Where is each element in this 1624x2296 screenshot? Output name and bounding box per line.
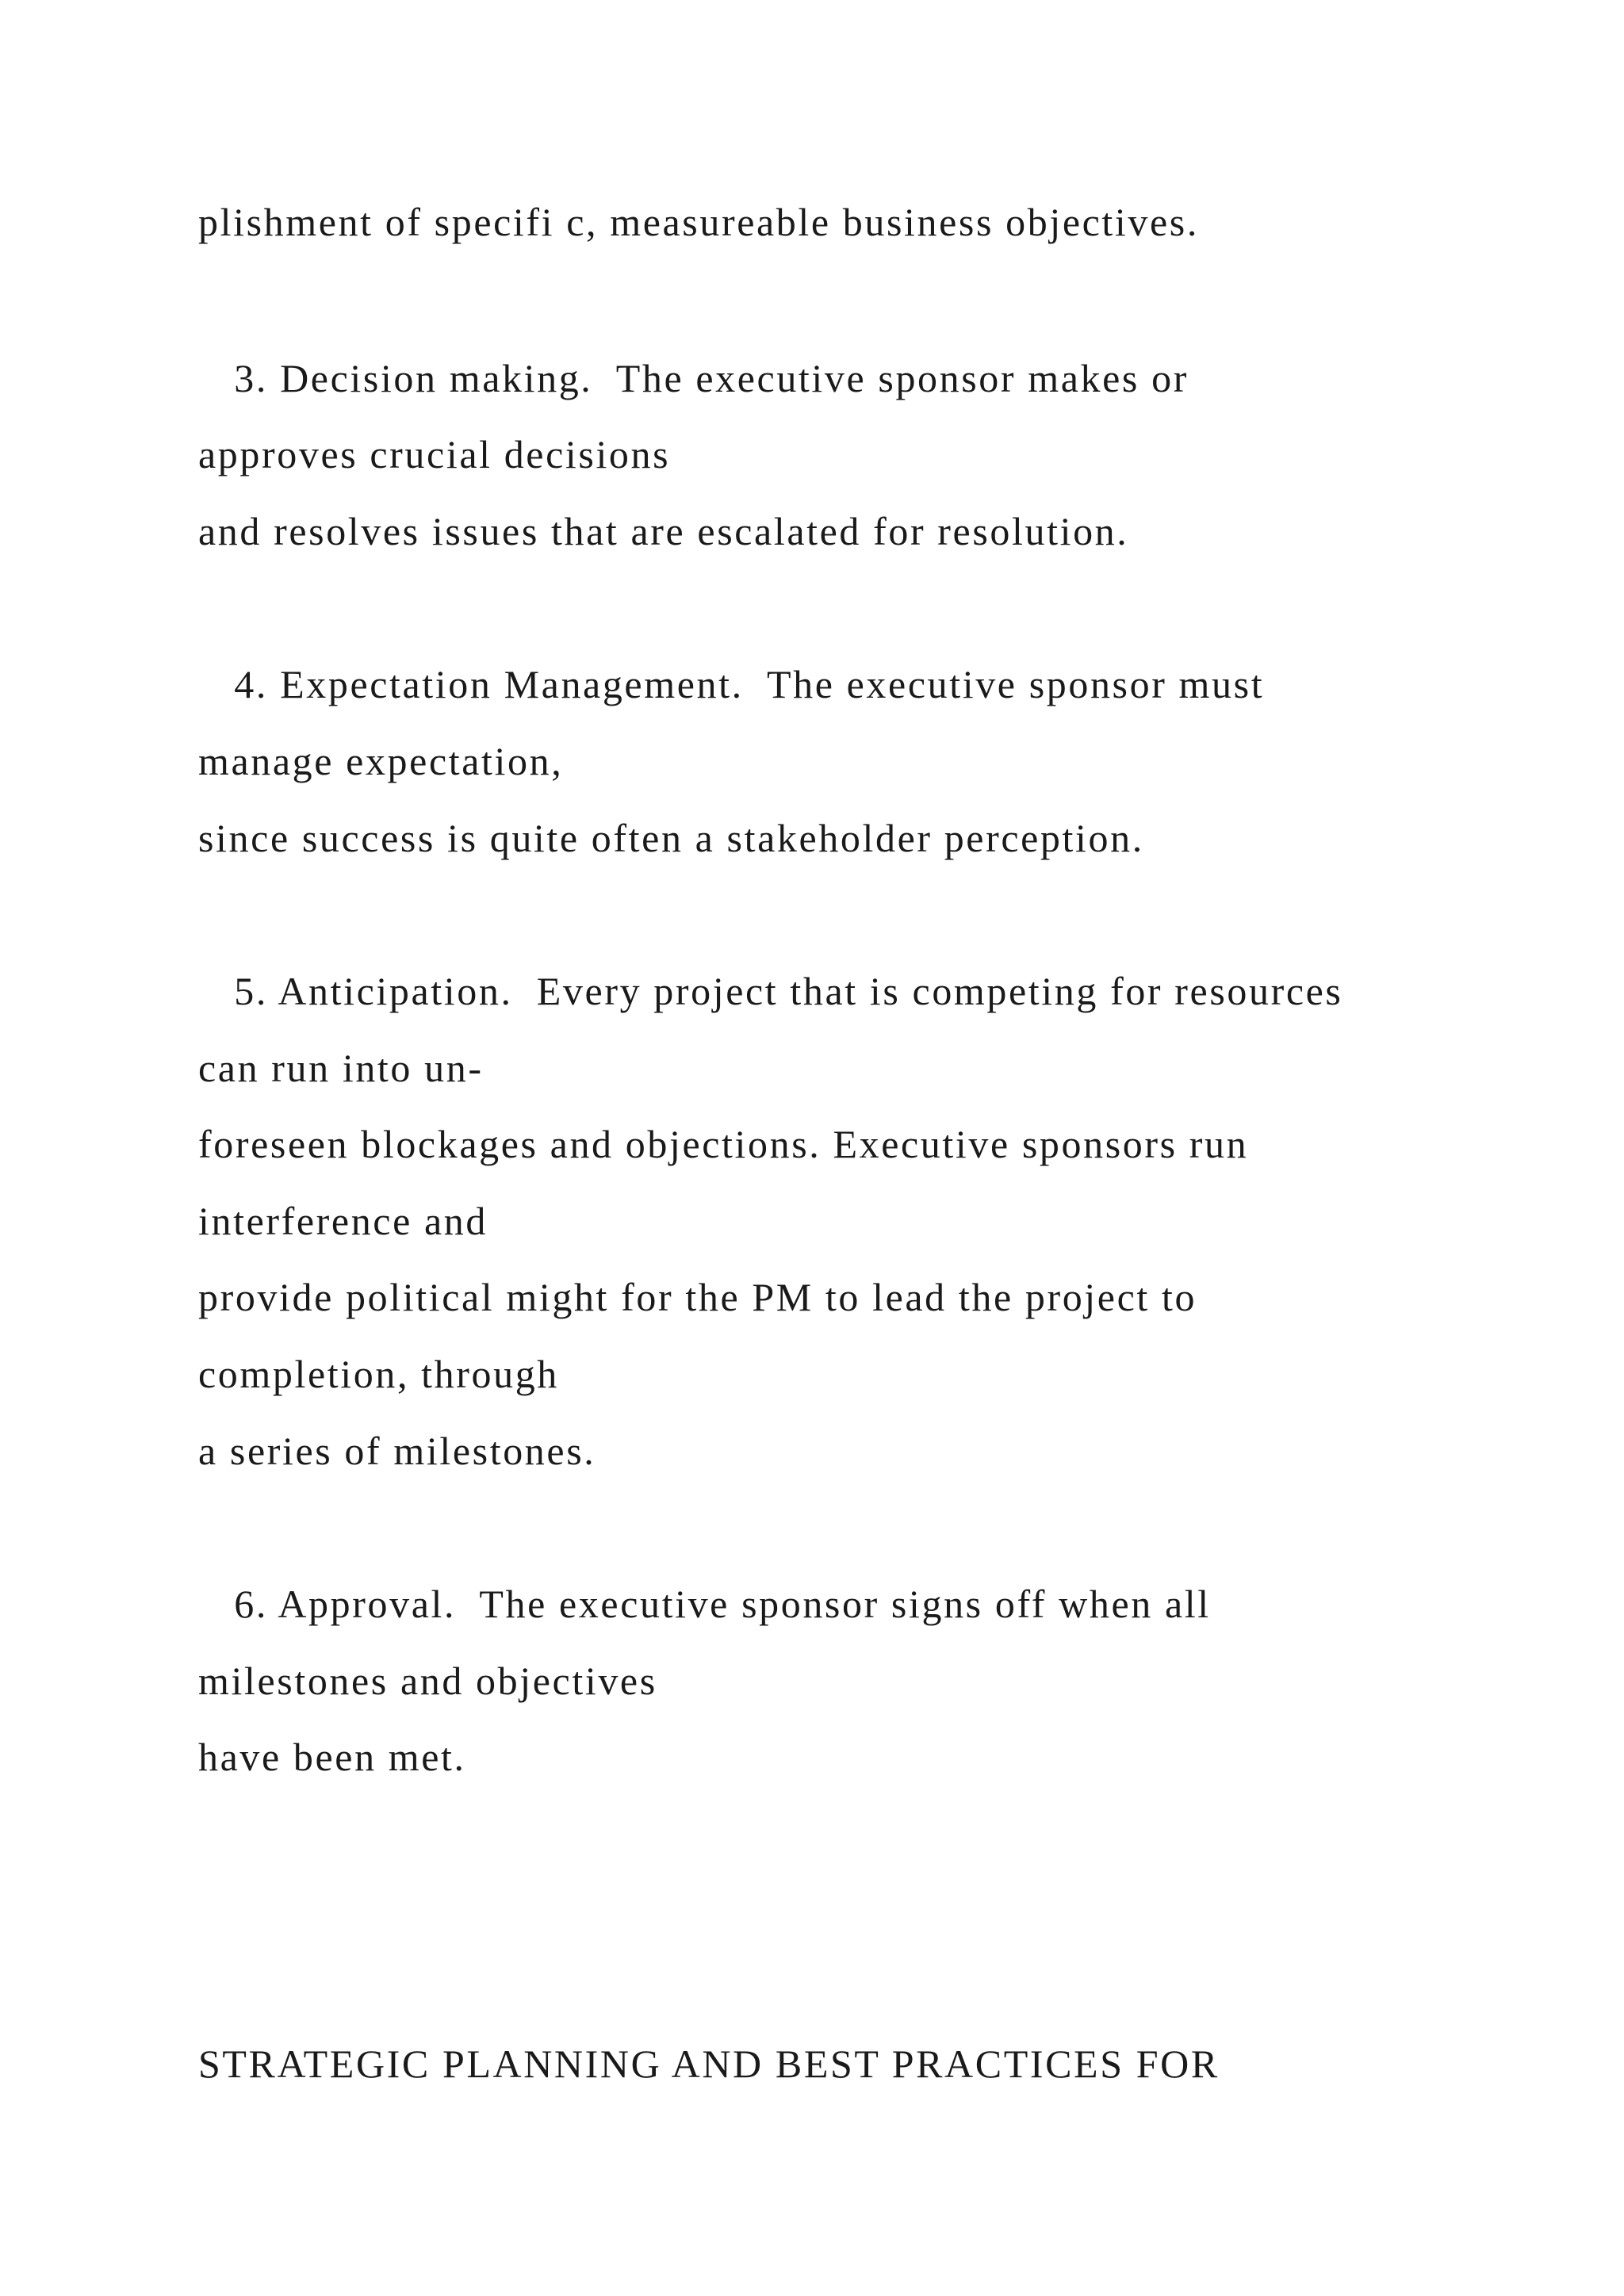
text-line: a series of milestones.: [198, 1429, 596, 1473]
text-line: approves crucial decisions: [198, 432, 671, 476]
text-line: plishment of specifi c, measureable business objectives.: [198, 200, 1199, 244]
text-line: can run into un-: [198, 1046, 484, 1090]
section-heading: STRATEGIC PLANNING AND BEST PRACTICES FOR: [198, 2042, 1220, 2086]
list-item-decision-making: 3. Decision making. The executive sponsor makes or: [198, 356, 1189, 400]
list-item-approval: 6. Approval. The executive sponsor signs off when all: [198, 1582, 1211, 1626]
text-line: have been met.: [198, 1735, 466, 1779]
list-item-expectation-management: 4. Expectation Management. The executive sponsor must: [198, 662, 1265, 706]
text-line: foreseen blockages and objections. Executive sponsors run: [198, 1122, 1249, 1166]
text-line: interference and: [198, 1199, 488, 1243]
text-line: completion, through: [198, 1352, 559, 1396]
text-line: since success is quite often a stakeholder perception.: [198, 816, 1144, 860]
text-line: and resolves issues that are escalated for resolution.: [198, 509, 1129, 553]
text-line: manage expectation,: [198, 739, 564, 783]
list-item-anticipation: 5. Anticipation. Every project that is competing for resources: [198, 969, 1343, 1013]
text-line: milestones and objectives: [198, 1659, 657, 1703]
text-line: provide political might for the PM to lead the project to: [198, 1275, 1197, 1319]
